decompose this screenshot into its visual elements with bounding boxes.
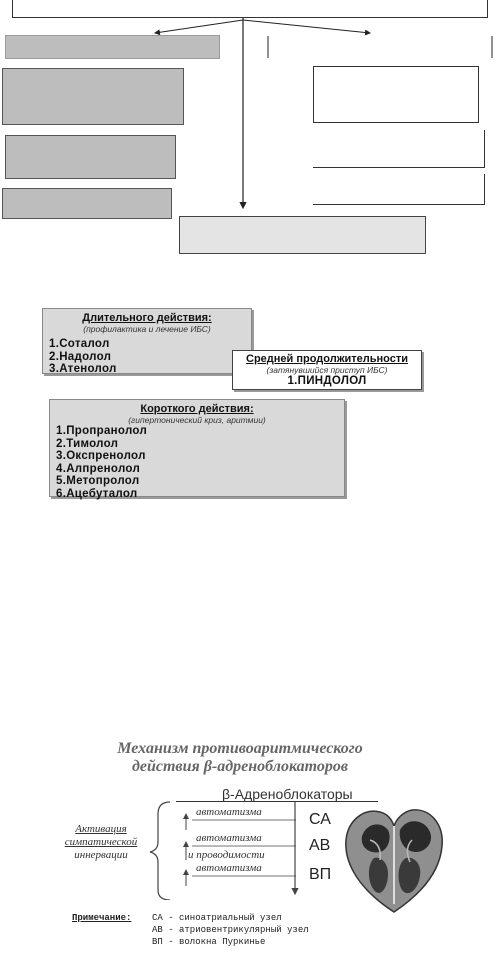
drug-item: 1.Соталол <box>49 338 110 350</box>
mechanism-title-line-2: действия β-адреноблокаторов <box>131 758 349 775</box>
note-line: АВ - атриовентрикулярный узел <box>152 925 309 935</box>
node-vp: ВП <box>309 866 332 883</box>
drug-item: 1.ПИНДОЛОЛ <box>287 375 367 387</box>
mechanism-title-line-1: Механизм противоаритмического <box>117 740 363 757</box>
right-box-1 <box>313 66 479 123</box>
drug-item: 6.Ацебуталол <box>56 487 138 500</box>
activation-line-3: иннервации <box>74 849 128 861</box>
effect-label: автоматизма <box>196 806 262 818</box>
effect-label: и проводимости <box>188 849 265 861</box>
drug-item: 5.Метопролол <box>56 475 140 487</box>
drug-item: 3.Атенолол <box>49 363 117 375</box>
effect-label: автоматизма <box>196 862 262 874</box>
note-line: ВП - волокна Пуркинье <box>152 937 266 947</box>
left-box-1 <box>5 35 220 59</box>
drug-item: 3.Окспренолол <box>56 450 146 462</box>
right-box-3 <box>313 174 485 205</box>
group-medium-title: Средней продолжительности <box>246 353 408 365</box>
note-label: Примечание: <box>72 913 132 923</box>
left-box-2 <box>2 68 184 125</box>
drug-item: 2.Тимолол <box>56 437 119 450</box>
bottom-box <box>179 216 426 254</box>
activation-label <box>58 823 144 862</box>
note-line: СА - синоатриальный узел <box>152 913 282 923</box>
group-short-title: Короткого действия: <box>140 403 254 415</box>
activation-line-1: Активация <box>75 823 127 835</box>
right-box-2 <box>313 130 485 168</box>
effect-label: автоматизма <box>196 832 262 844</box>
drug-item: 4.Алпренолол <box>56 462 141 475</box>
activation-line-2: симпатической <box>64 836 138 848</box>
group-long-action <box>42 308 252 374</box>
group-medium-note: (затянувшийся приступ ИБС) <box>266 365 388 375</box>
group-medium-action <box>232 350 422 390</box>
left-box-4 <box>2 188 172 219</box>
mechanism-title <box>60 740 420 776</box>
heart-illustration <box>340 800 448 916</box>
group-short-note: (гипертонический криз, аритмии) <box>128 415 266 425</box>
node-sa: СА <box>309 811 331 828</box>
group-long-note: (профилактика и лечение ИБС) <box>83 324 211 334</box>
blockers-label: β-Адреноблокаторы <box>222 786 353 802</box>
group-long-title: Длительного действия: <box>82 312 212 324</box>
left-box-3 <box>5 135 176 179</box>
node-av: АВ <box>309 837 331 854</box>
drug-item: 1.Пропранолол <box>56 425 148 437</box>
group-short-action <box>49 399 345 500</box>
drug-item: 2.Надолол <box>49 350 112 363</box>
